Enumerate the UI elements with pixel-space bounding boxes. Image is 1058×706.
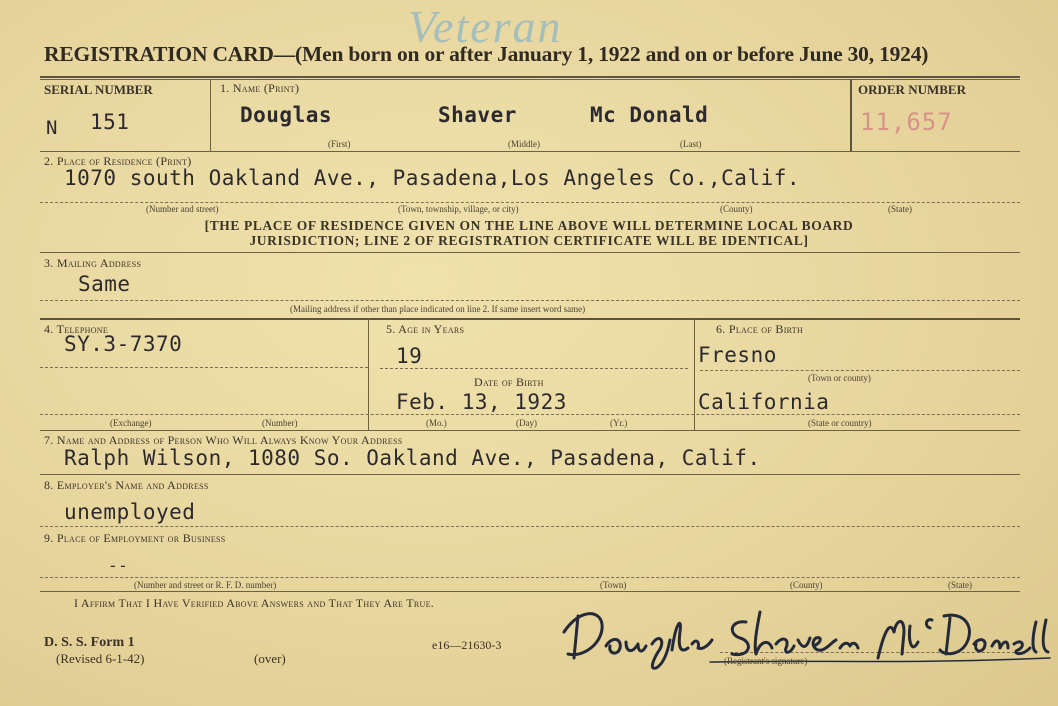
birth-state-caption: (State or country) xyxy=(808,418,872,428)
serial-prefix: N xyxy=(46,117,58,139)
rule xyxy=(40,591,1020,592)
dob-label: Date of Birth xyxy=(474,375,544,389)
rule xyxy=(40,414,1020,415)
divider xyxy=(210,79,211,151)
rule xyxy=(40,474,1020,475)
employment-caption-street: (Number and street or R. F. D. number) xyxy=(134,580,277,590)
rule xyxy=(40,577,1020,578)
mailing-value: Same xyxy=(78,272,131,296)
telephone-value: SY.3-7370 xyxy=(64,332,183,356)
rule xyxy=(40,76,1020,78)
registrant-signature xyxy=(560,602,1058,672)
rule xyxy=(40,318,1020,320)
rule xyxy=(40,79,1020,80)
rule xyxy=(40,252,1020,253)
signature-caption: (Registrant's signature) xyxy=(724,656,808,666)
serial-label: SERIAL NUMBER xyxy=(44,82,153,97)
residence-caption-street: (Number and street) xyxy=(146,204,219,214)
birth-state: California xyxy=(698,390,830,414)
order-number: 11,657 xyxy=(860,108,953,136)
veteran-stamp: Veteran xyxy=(408,1,563,52)
employer-label: 8. Employer's Name and Address xyxy=(44,478,209,492)
contact-value: Ralph Wilson, 1080 So. Oakland Ave., Pasadena, Calif. xyxy=(64,446,761,470)
first-name: Douglas xyxy=(240,103,333,127)
jurisdiction-notice-line-1: [THE PLACE OF RESIDENCE GIVEN ON THE LINE ABOVE WILL DETERMINE LOCAL BOARD xyxy=(204,218,854,233)
last-name: Mc Donald xyxy=(590,103,709,127)
employment-value: -- xyxy=(108,556,129,575)
contact-label: 7. Name and Address of Person Who Will Always Know Your Address xyxy=(44,433,403,447)
mailing-label: 3. Mailing Address xyxy=(44,256,142,270)
employer-value: unemployed xyxy=(64,500,196,524)
age-value: 19 xyxy=(396,344,423,368)
number-caption: (Number) xyxy=(262,418,298,428)
dob-value: Feb. 13, 1923 xyxy=(396,390,567,414)
name-label: 1. Name (Print) xyxy=(220,81,300,95)
residence-label: 2. Place of Residence (Print) xyxy=(44,154,192,168)
dob-mo-caption: (Mo.) xyxy=(426,418,447,428)
employment-label: 9. Place of Employment or Business xyxy=(44,531,226,545)
mailing-caption: (Mailing address if other than place indicated on line 2. If same insert word same) xyxy=(290,304,586,314)
birthplace-label: 6. Place of Birth xyxy=(716,322,804,336)
dob-day-caption: (Day) xyxy=(516,418,537,428)
employment-caption-state: (State) xyxy=(948,580,972,590)
rule xyxy=(380,368,688,369)
rule xyxy=(40,202,1020,203)
employment-caption-county: (County) xyxy=(790,580,823,590)
jurisdiction-notice-line-2: JURISDICTION; LINE 2 OF REGISTRATION CERTIFICATE WILL BE IDENTICAL] xyxy=(249,233,809,248)
first-caption: (First) xyxy=(328,139,351,149)
form-number: D. S. S. Form 1 xyxy=(44,635,135,650)
birth-town: Fresno xyxy=(698,343,777,367)
affirmation-text: I Affirm That I Have Verified Above Answers and That They Are True. xyxy=(74,596,435,610)
rule xyxy=(700,370,1020,371)
order-label: ORDER NUMBER xyxy=(858,82,966,97)
divider xyxy=(850,79,852,151)
last-caption: (Last) xyxy=(680,139,702,149)
residence-caption-town: (Town, township, village, or city) xyxy=(398,204,519,214)
exchange-caption: (Exchange) xyxy=(110,418,152,428)
residence-value: 1070 south Oakland Ave., Pasadena,Los Angeles Co.,Calif. xyxy=(64,166,801,190)
serial-number: 151 xyxy=(90,110,130,134)
card-title: REGISTRATION CARD—(Men born on or after January 1, 1922 and on or before June 30, 1924) xyxy=(44,42,929,66)
middle-name: Shaver xyxy=(438,103,517,127)
telephone-label: 4. Telephone xyxy=(44,322,109,336)
birth-town-caption: (Town or county) xyxy=(808,373,871,383)
residence-caption-county: (County) xyxy=(720,204,753,214)
rule xyxy=(40,367,368,368)
rule xyxy=(40,151,1020,152)
employment-caption-town: (Town) xyxy=(600,580,627,590)
rule xyxy=(40,526,1020,527)
residence-caption-state: (State) xyxy=(888,204,912,214)
print-code: e16—21630-3 xyxy=(432,638,502,652)
middle-caption: (Middle) xyxy=(508,139,540,149)
over-note: (over) xyxy=(254,651,286,666)
dob-yr-caption: (Yr.) xyxy=(610,418,628,428)
form-revised: (Revised 6-1-42) xyxy=(56,651,145,666)
rule xyxy=(40,300,1020,301)
rule xyxy=(40,430,1020,431)
age-label: 5. Age in Years xyxy=(386,322,465,336)
